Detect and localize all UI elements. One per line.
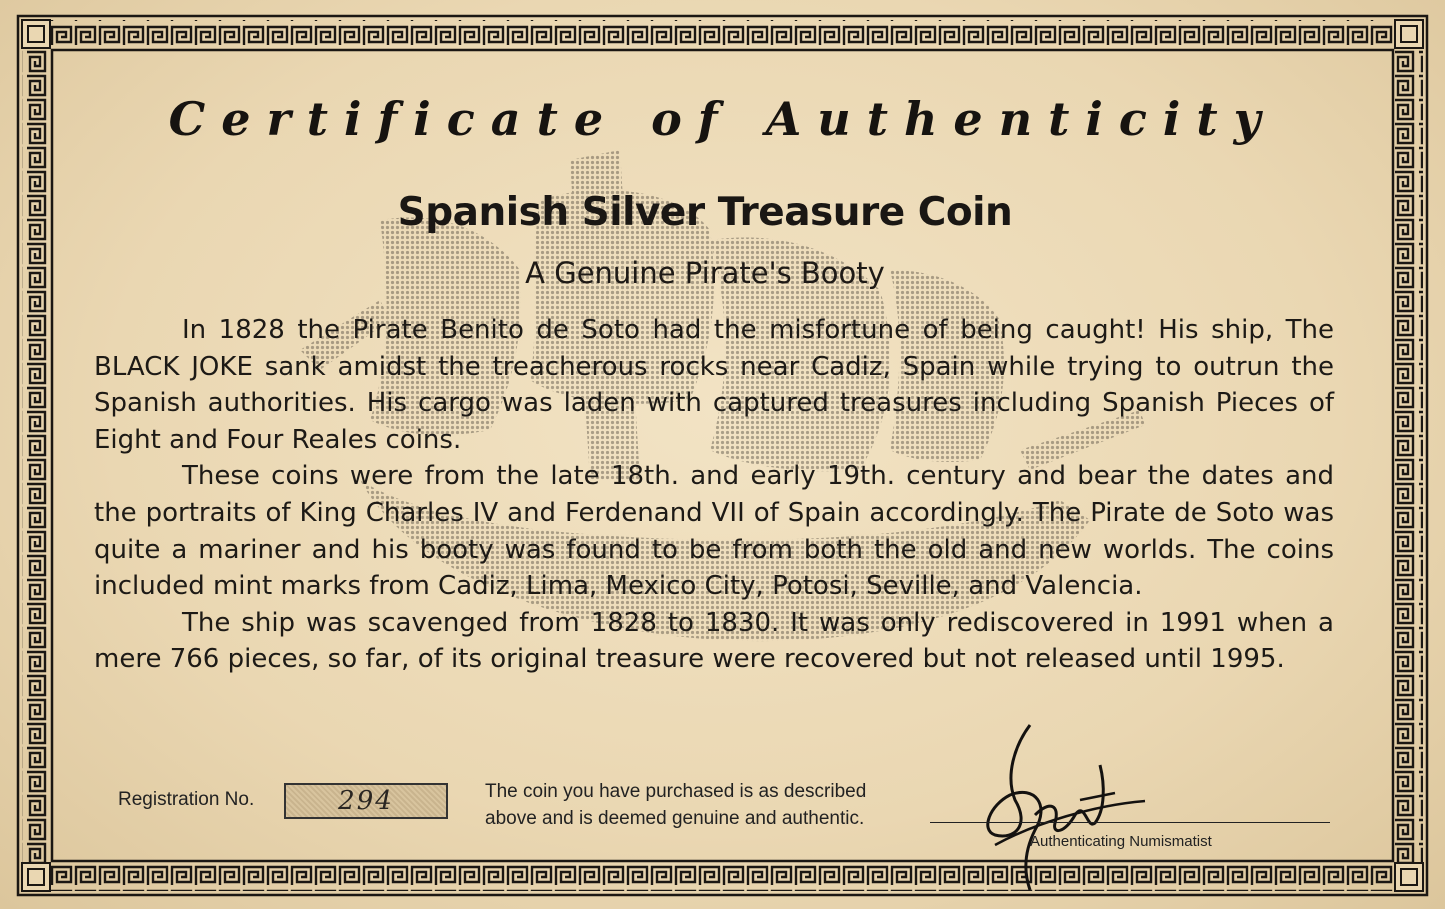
tagline: A Genuine Pirate's Booty	[525, 256, 885, 290]
paragraph-1: In 1828 the Pirate Benito de Soto had the misfortune of being caught! His ship, The BLACK JOKE sank amidst the treacherous rocks near Cadiz, Spain while trying to outrun the Spanish authorities. His cargo was laden with captured treasures including Spanish Pieces of Eight and Four Reales coins.	[94, 315, 1334, 455]
paragraph-2: These coins were from the late 18th. and early 19th. century and bear the dates and the portraits of King Charles IV and Ferdenand VII of Spain accordingly. The Pirate de Soto was quite a mariner and his booty was found to be from both the old and new worlds. The coins included mint marks from Cadiz, Lima, Mexico City, Potosi, Seville, and Valencia.	[94, 461, 1334, 602]
authenticity-statement	[485, 778, 925, 832]
paragraph-3: The ship was scavenged from 1828 to 1830. It was only rediscovered in 1991 when a mere 766 pieces, so far, of its original treasure were recovered but not released until 1995.	[94, 607, 1334, 675]
registration-number: 294	[338, 786, 394, 816]
certificate-title: Certificate of Authenticity	[168, 92, 1277, 146]
registration-box	[284, 783, 448, 819]
history-text	[94, 312, 1334, 678]
signature-line	[930, 822, 1330, 823]
registration-label: Registration No.	[118, 789, 255, 810]
signature	[975, 705, 1155, 895]
statement-line-1: The coin you have purchased is as described	[485, 781, 867, 802]
coin-name-heading: Spanish Silver Treasure Coin	[397, 190, 1013, 235]
signature-label: Authenticating Numismatist	[1030, 833, 1212, 850]
statement-line-2: above and is deemed genuine and authentic.	[485, 808, 865, 829]
